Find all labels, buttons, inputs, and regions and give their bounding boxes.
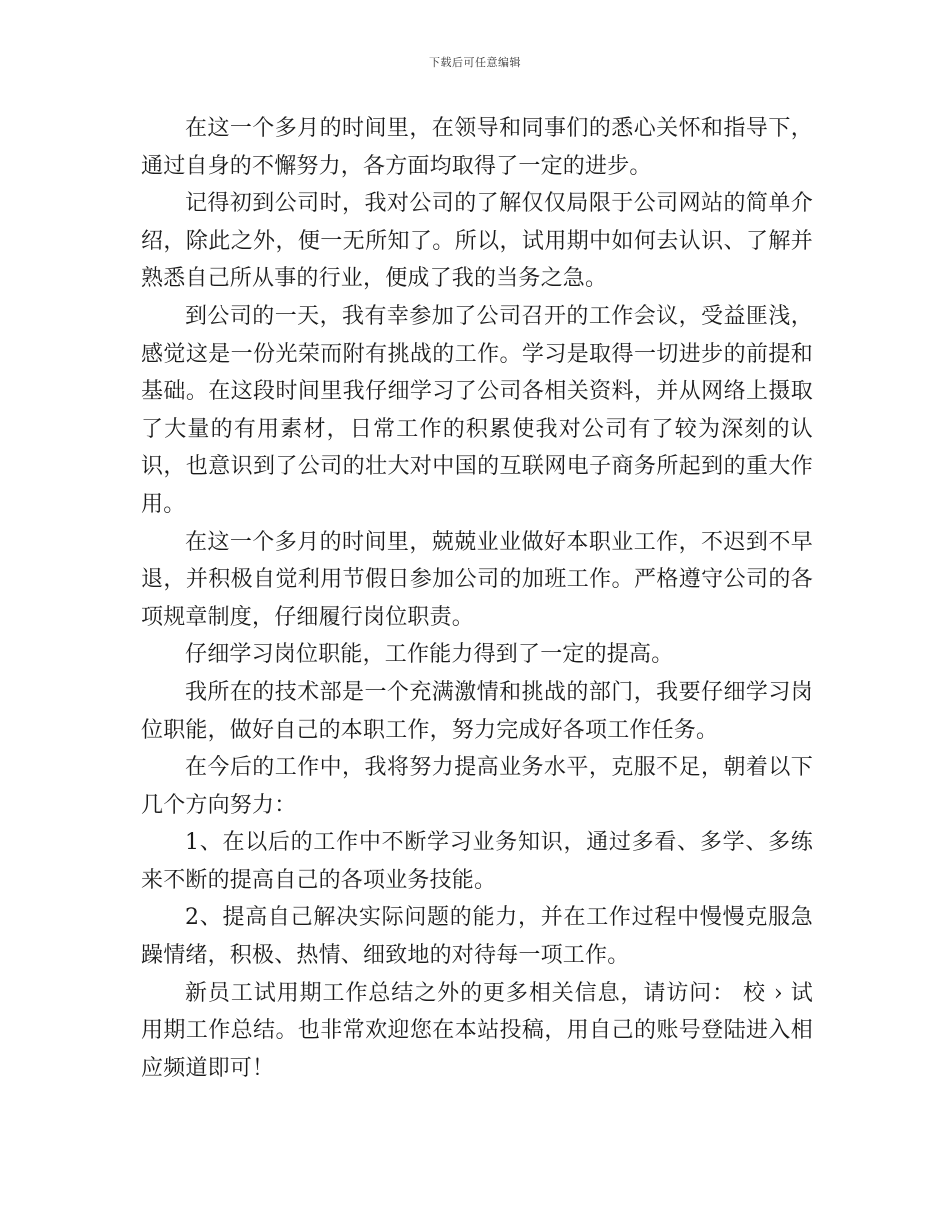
paragraph-2: 记得初到公司时，我对公司的了解仅仅局限于公司网站的简单介绍，除此之外，便一无所知了。所以，试用期中如何去认识、了解并熟悉自己所从事的行业，便成了我的当务之急。 <box>141 191 813 292</box>
paragraph-1: 在这一个多月的时间里，在领导和同事们的悉心关怀和指导下，通过自身的不懈努力，各方面均取得了一定的进步。 <box>141 116 813 179</box>
paragraph-9: 2、提高自己解决实际问题的能力，并在工作过程中慢慢克服急躁情绪，积极、热情、细致地的对待每一项工作。 <box>141 905 813 969</box>
paragraph-7: 在今后的工作中，我将努力提高业务水平，克服不足，朝着以下几个方向努力： <box>141 755 813 818</box>
page-header-note: 下载后可任意编辑 <box>429 56 521 69</box>
paragraph-6: 我所在的技术部是一个充满激情和挑战的部门，我要仔细学习岗位职能，做好自己的本职工作，努力完成好各项工作任务。 <box>141 679 813 743</box>
document-body <box>141 110 813 1087</box>
paragraph-5: 仔细学习岗位职能，工作能力得到了一定的提高。 <box>185 642 674 668</box>
paragraph-8: 1、在以后的工作中不断学习业务知识，通过多看、多学、多练来不断的提高自己的各项业务技能。 <box>141 830 813 893</box>
paragraph-10: 新员工试用期工作总结之外的更多相关信息，请访问： 校 › 试用期工作总结。也非常欢迎您在本站投稿，用自己的账号登陆进入相应频道即可！ <box>141 980 813 1081</box>
paragraph-4: 在这一个多月的时间里，兢兢业业做好本职业工作，不迟到不早退，并积极自觉利用节假日参加公司的加班工作。严格遵守公司的各项规章制度，仔细履行岗位职责。 <box>141 529 813 630</box>
paragraph-3: 到公司的一天，我有幸参加了公司召开的工作会议，受益匪浅，感觉这是一份光荣而附有挑战的工作。学习是取得一切进步的前提和基础。在这段时间里我仔细学习了公司各相关资料，并从网络上摄取了大量的有用素材，日常工作的积累使我对公司有了较为深刻的认识，也意识到了公司的壮大对中国的互联网电子商务所起到的重大作用。 <box>141 303 813 517</box>
